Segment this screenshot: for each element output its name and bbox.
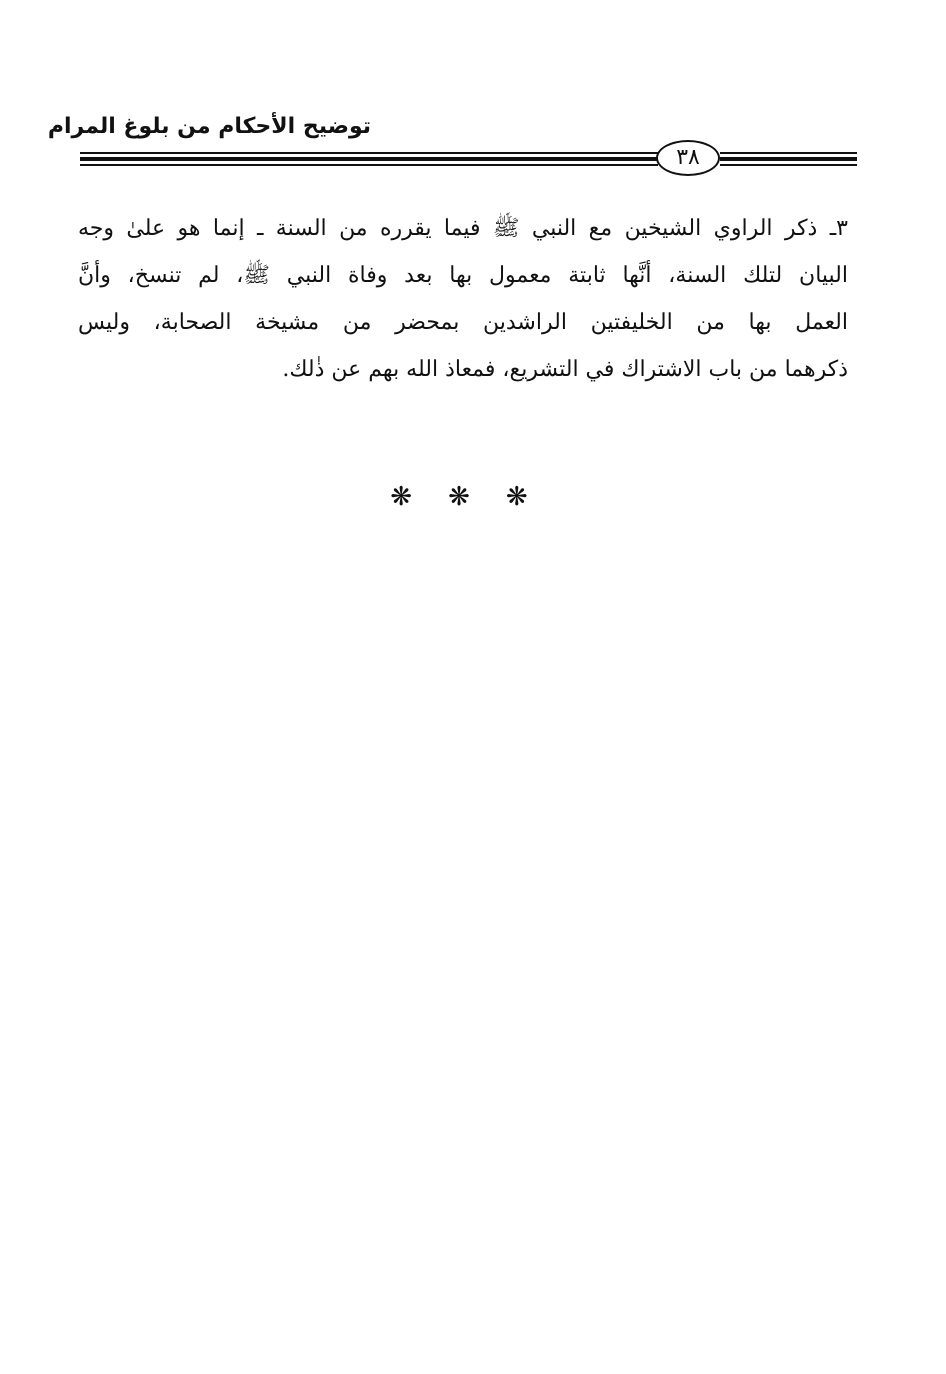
separator-star-icon: ❋ [505, 482, 556, 512]
running-title: توضيح الأحكام من بلوغ المرام [47, 114, 371, 139]
body-paragraph [78, 205, 848, 393]
header-rule-right [80, 148, 658, 168]
header-rule-left [720, 148, 857, 168]
separator-star-icon: ❋ [390, 482, 441, 512]
body-line-3: العمل بها من الخليفتين الراشدين بمحضر من مشيخة الصحابة، وليس [78, 310, 848, 335]
body-line-1: ٣ـ ذكر الراوي الشيخين مع النبي ﷺ فيما يقرره من السنة ـ إنما هو علىٰ وجه [78, 216, 848, 241]
section-separator [0, 482, 946, 512]
page-number: ٣٨ [656, 140, 720, 176]
separator-star-icon: ❋ [448, 482, 498, 512]
body-line-2: البيان لتلك السنة، أنَّها ثابتة معمول بها بعد وفاة النبي ﷺ، لم تنسخ، وأنَّ [78, 263, 848, 288]
body-line-4: ذكرهما من باب الاشتراك في التشريع، فمعاذ الله بهم عن ذٰلك. [282, 357, 848, 382]
